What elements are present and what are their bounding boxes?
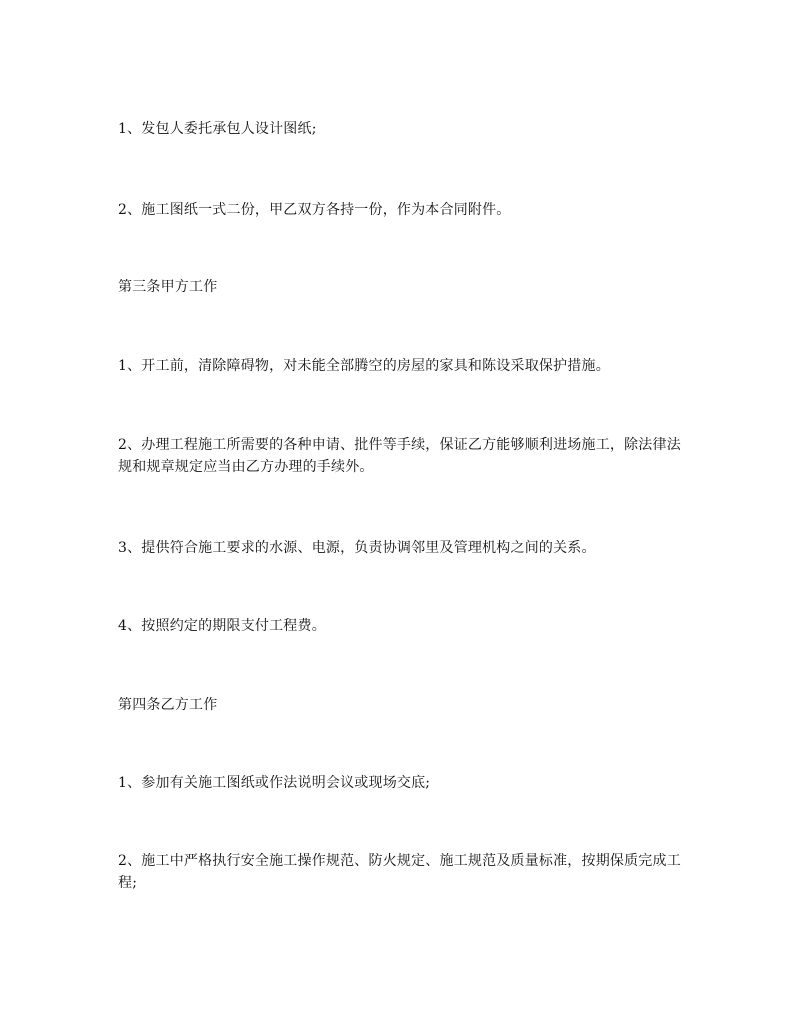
clause-item-safety-standards: 2、施工中严格执行安全施工操作规范、防火规定、施工规范及质量标准，按期保质完成工程;: [118, 853, 681, 891]
clause-item-water-power: 3、提供符合施工要求的水源、电源，负责协调邻里及管理机构之间的关系。: [118, 540, 596, 556]
clause-item-clear-obstacles: 1、开工前，清除障碍物，对未能全部腾空的房屋的家具和陈设采取保护措施。: [118, 358, 610, 374]
section-heading-party-a: 第三条甲方工作: [118, 279, 218, 295]
clause-item-attend-meetings: 1、参加有关施工图纸或作法说明会议或现场交底;: [118, 775, 431, 791]
clause-item-permits: 2、办理工程施工所需要的各种申请、批件等手续，保证乙方能够顺利进场施工，除法律法规和规章规定应当由乙方办理的手续外。: [118, 437, 681, 475]
clause-item-payment: 4、按照约定的期限支付工程费。: [118, 618, 326, 634]
section-heading-party-b: 第四条乙方工作: [118, 697, 218, 713]
clause-item-design-drawings: 1、发包人委托承包人设计图纸;: [118, 121, 317, 137]
clause-item-drawing-copies: 2、施工图纸一式二份，甲乙双方各持一份，作为本合同附件。: [118, 202, 511, 218]
